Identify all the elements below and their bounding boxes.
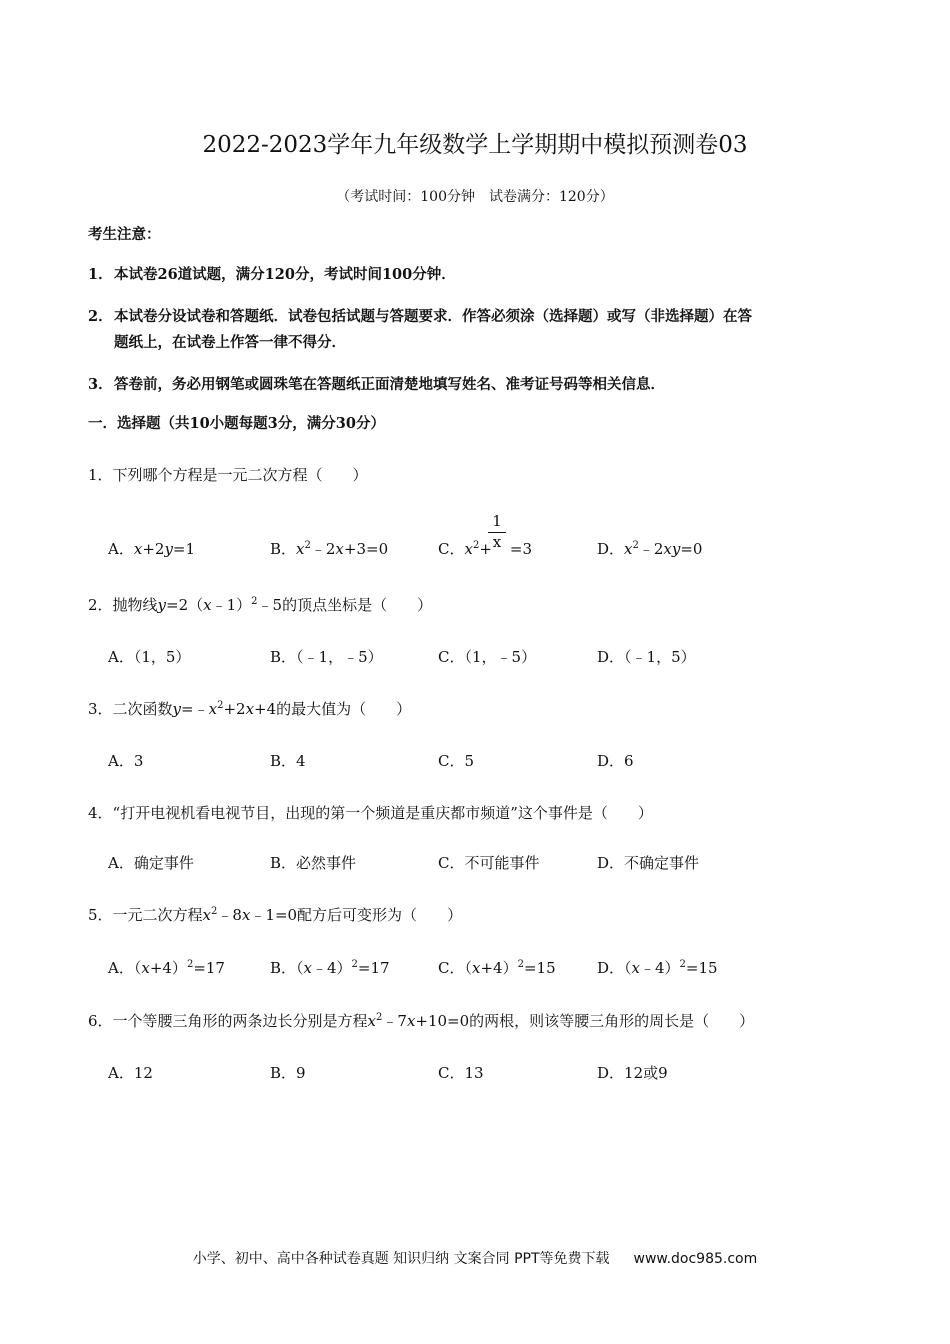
- option-a: A．x+2y=1: [108, 540, 196, 558]
- notice-item-continuation: 题纸上，在试卷上作答一律不得分．: [114, 334, 346, 351]
- option-b: B．（﹣1，﹣5）: [270, 648, 383, 666]
- option-a: A．确定事件: [108, 854, 194, 872]
- option-d: D．不确定事件: [597, 854, 700, 872]
- fraction: [488, 512, 506, 551]
- option-c: C．13: [438, 1064, 484, 1082]
- notice-item: 1．本试卷26道试题，满分120分，考试时间100分钟．: [88, 266, 456, 283]
- section-heading: 一．选择题（共10小题每题3分，满分30分）: [88, 415, 385, 432]
- option-a: A．$(x+4)^2=17$: [108, 959, 225, 977]
- option-a: A．3: [108, 752, 144, 770]
- option-b: B．（x﹣4）$^2$=17: [270, 959, 390, 977]
- option-d: D．（﹣1，5）: [597, 648, 696, 666]
- notice-heading: 考生注意：: [88, 226, 161, 243]
- option-b: B．必然事件: [270, 854, 357, 872]
- notice-item: 2．本试卷分设试卷和答题纸．试卷包括试题与答题要求．作答必须涂（选择题）或写（非选择题）在答: [88, 308, 752, 325]
- question-stem: 5．一元二次方程$x^2﹣8x﹣1=0$配方后可变形为（ ）: [88, 906, 463, 924]
- page-title: 2022-2023学年九年级数学上学期期中模拟预测卷03: [202, 132, 748, 158]
- footer-text: 小学、初中、高中各种试卷真题 知识归纳 文案合同 PPT等免费下载: [192, 1251, 610, 1267]
- option-c: C．5: [438, 752, 475, 770]
- question-stem: 1．下列哪个方程是一元二次方程（ ）: [88, 466, 368, 484]
- option-c: C．不可能事件: [438, 854, 540, 872]
- option-c: C．$(x+4)^2=15$: [438, 959, 556, 977]
- footer-site-link[interactable]: www.doc985.com: [633, 1251, 758, 1267]
- notice-item: 3．答卷前，务必用钢笔或圆珠笔在答题纸正面清楚地填写姓名、准考证号码等相关信息．: [88, 376, 665, 393]
- option-a: A．12: [108, 1064, 153, 1082]
- option-c: C．（1，﹣5）: [438, 648, 537, 666]
- question-stem: 4．“打开电视机看电视节目，出现的第一个频道是重庆都市频道”这个事件是（ ）: [88, 804, 653, 822]
- option-b: B．$x^2﹣2x+3=0$: [270, 540, 389, 558]
- option-d: D．（x﹣4）$^2$=15: [597, 959, 718, 977]
- question-stem: 3．二次函数$y=﹣x^2+2x+4$的最大值为（ ）: [88, 700, 412, 718]
- question-stem: 6．一个等腰三角形的两条边长分别是方程$x^2﹣7x+10=0$的两根，则该等腰三角形的周长是（ ）: [88, 1012, 755, 1030]
- exam-info: （考试时间：100分钟 试卷满分：120分）: [336, 189, 614, 205]
- fraction-denominator: x: [492, 533, 502, 551]
- footer: [0, 1248, 950, 1268]
- option-b: B．4: [270, 752, 306, 770]
- option-a: A．（1，5）: [108, 648, 191, 666]
- option-d: D．$x^2﹣2xy=0$: [597, 540, 703, 558]
- question-stem: 2．抛物线y=2（x﹣1）$^2$﹣5的顶点坐标是（ ）: [88, 596, 433, 614]
- option-d: D．6: [597, 752, 634, 770]
- option-d: D．12或9: [597, 1064, 668, 1082]
- fraction-numerator: 1: [492, 512, 502, 530]
- option-b: B．9: [270, 1064, 306, 1082]
- option-c: C．$x^2+ =3$: [438, 540, 533, 558]
